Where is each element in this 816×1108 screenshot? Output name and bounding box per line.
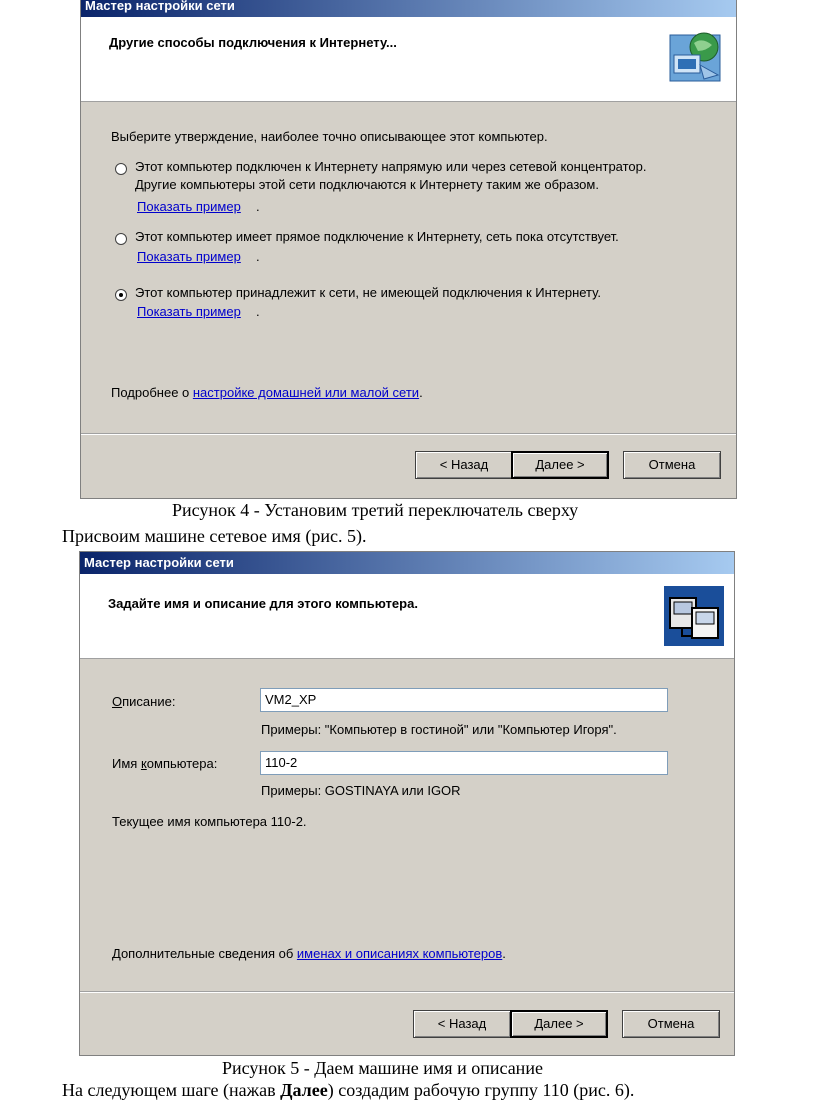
home-network-link[interactable]: настройке домашней или малой сети xyxy=(192,385,420,400)
wizard-dialog-fig5 xyxy=(79,551,735,1056)
option-1-line1: Этот компьютер подключен к Интернету напрямую или через сетевой концентратор. xyxy=(135,159,647,174)
option-1-line2: Другие компьютеры этой сети подключаются к Интернету таким же образом. xyxy=(135,177,599,192)
body-paragraph-bottom: На следующем шаге (нажав Далее) создадим рабочую группу 110 (рис. 6). xyxy=(62,1080,635,1100)
computer-network-icon xyxy=(662,584,726,648)
wizard-header xyxy=(81,17,736,102)
period: . xyxy=(256,249,260,264)
figure-4-caption: Рисунок 4 - Установим третий переключатель сверху xyxy=(172,500,579,520)
window-title: Мастер настройки сети xyxy=(84,555,234,570)
network-globe-icon xyxy=(664,25,728,89)
description-hint: Примеры: "Компьютер в гостиной" или "Компьютер Игоря". xyxy=(261,722,617,737)
radio-option-1[interactable] xyxy=(115,163,127,175)
next-button[interactable]: Далее > xyxy=(511,451,609,479)
more-info-text: Дополнительные сведения об именах и описаниях компьютеров. xyxy=(112,946,506,961)
cancel-button[interactable]: Отмена xyxy=(623,451,721,479)
back-button[interactable]: < Назад xyxy=(413,1010,511,1038)
current-name-text: Текущее имя компьютера 110-2. xyxy=(112,814,307,829)
title-bar[interactable] xyxy=(81,0,736,17)
body-paragraph: Присвоим машине сетевое имя (рис. 5). xyxy=(62,526,367,546)
computer-name-field[interactable]: 110-2 xyxy=(260,751,668,775)
show-example-link-2[interactable]: Показать пример xyxy=(137,249,241,264)
separator xyxy=(81,433,736,435)
radio-option-3[interactable] xyxy=(115,289,127,301)
computer-name-label: Имя компьютера: xyxy=(112,756,218,771)
period: . xyxy=(256,199,260,214)
back-button[interactable]: < Назад xyxy=(415,451,513,479)
window-title: Мастер настройки сети xyxy=(85,0,235,13)
show-example-link-1[interactable]: Показать пример xyxy=(137,199,241,214)
intro-text: Выберите утверждение, наиболее точно описывающее этот компьютер. xyxy=(111,129,548,144)
wizard-header xyxy=(80,574,734,659)
title-bar[interactable] xyxy=(80,552,734,574)
computer-name-hint: Примеры: GOSTINAYA или IGOR xyxy=(261,783,461,798)
separator xyxy=(80,991,734,993)
computer-names-link[interactable]: именах и описаниях компьютеров xyxy=(296,946,503,961)
cancel-button[interactable]: Отмена xyxy=(622,1010,720,1038)
description-field[interactable]: VM2_XP xyxy=(260,688,668,712)
next-button[interactable]: Далее > xyxy=(510,1010,608,1038)
wizard-dialog-fig4 xyxy=(80,0,737,499)
period: . xyxy=(256,304,260,319)
header-title: Другие способы подключения к Интернету... xyxy=(109,35,397,50)
description-label: Описание: xyxy=(112,694,176,709)
header-title: Задайте имя и описание для этого компьютера. xyxy=(108,596,418,611)
show-example-link-3[interactable]: Показать пример xyxy=(137,304,241,319)
more-info-text: Подробнее о настройке домашней или малой сети. xyxy=(111,385,423,400)
option-3-line1: Этот компьютер принадлежит к сети, не имеющей подключения к Интернету. xyxy=(135,285,601,300)
radio-option-2[interactable] xyxy=(115,233,127,245)
figure-5-caption: Рисунок 5 - Даем машине имя и описание xyxy=(222,1058,543,1078)
option-2-line1: Этот компьютер имеет прямое подключение к Интернету, сеть пока отсутствует. xyxy=(135,229,619,244)
